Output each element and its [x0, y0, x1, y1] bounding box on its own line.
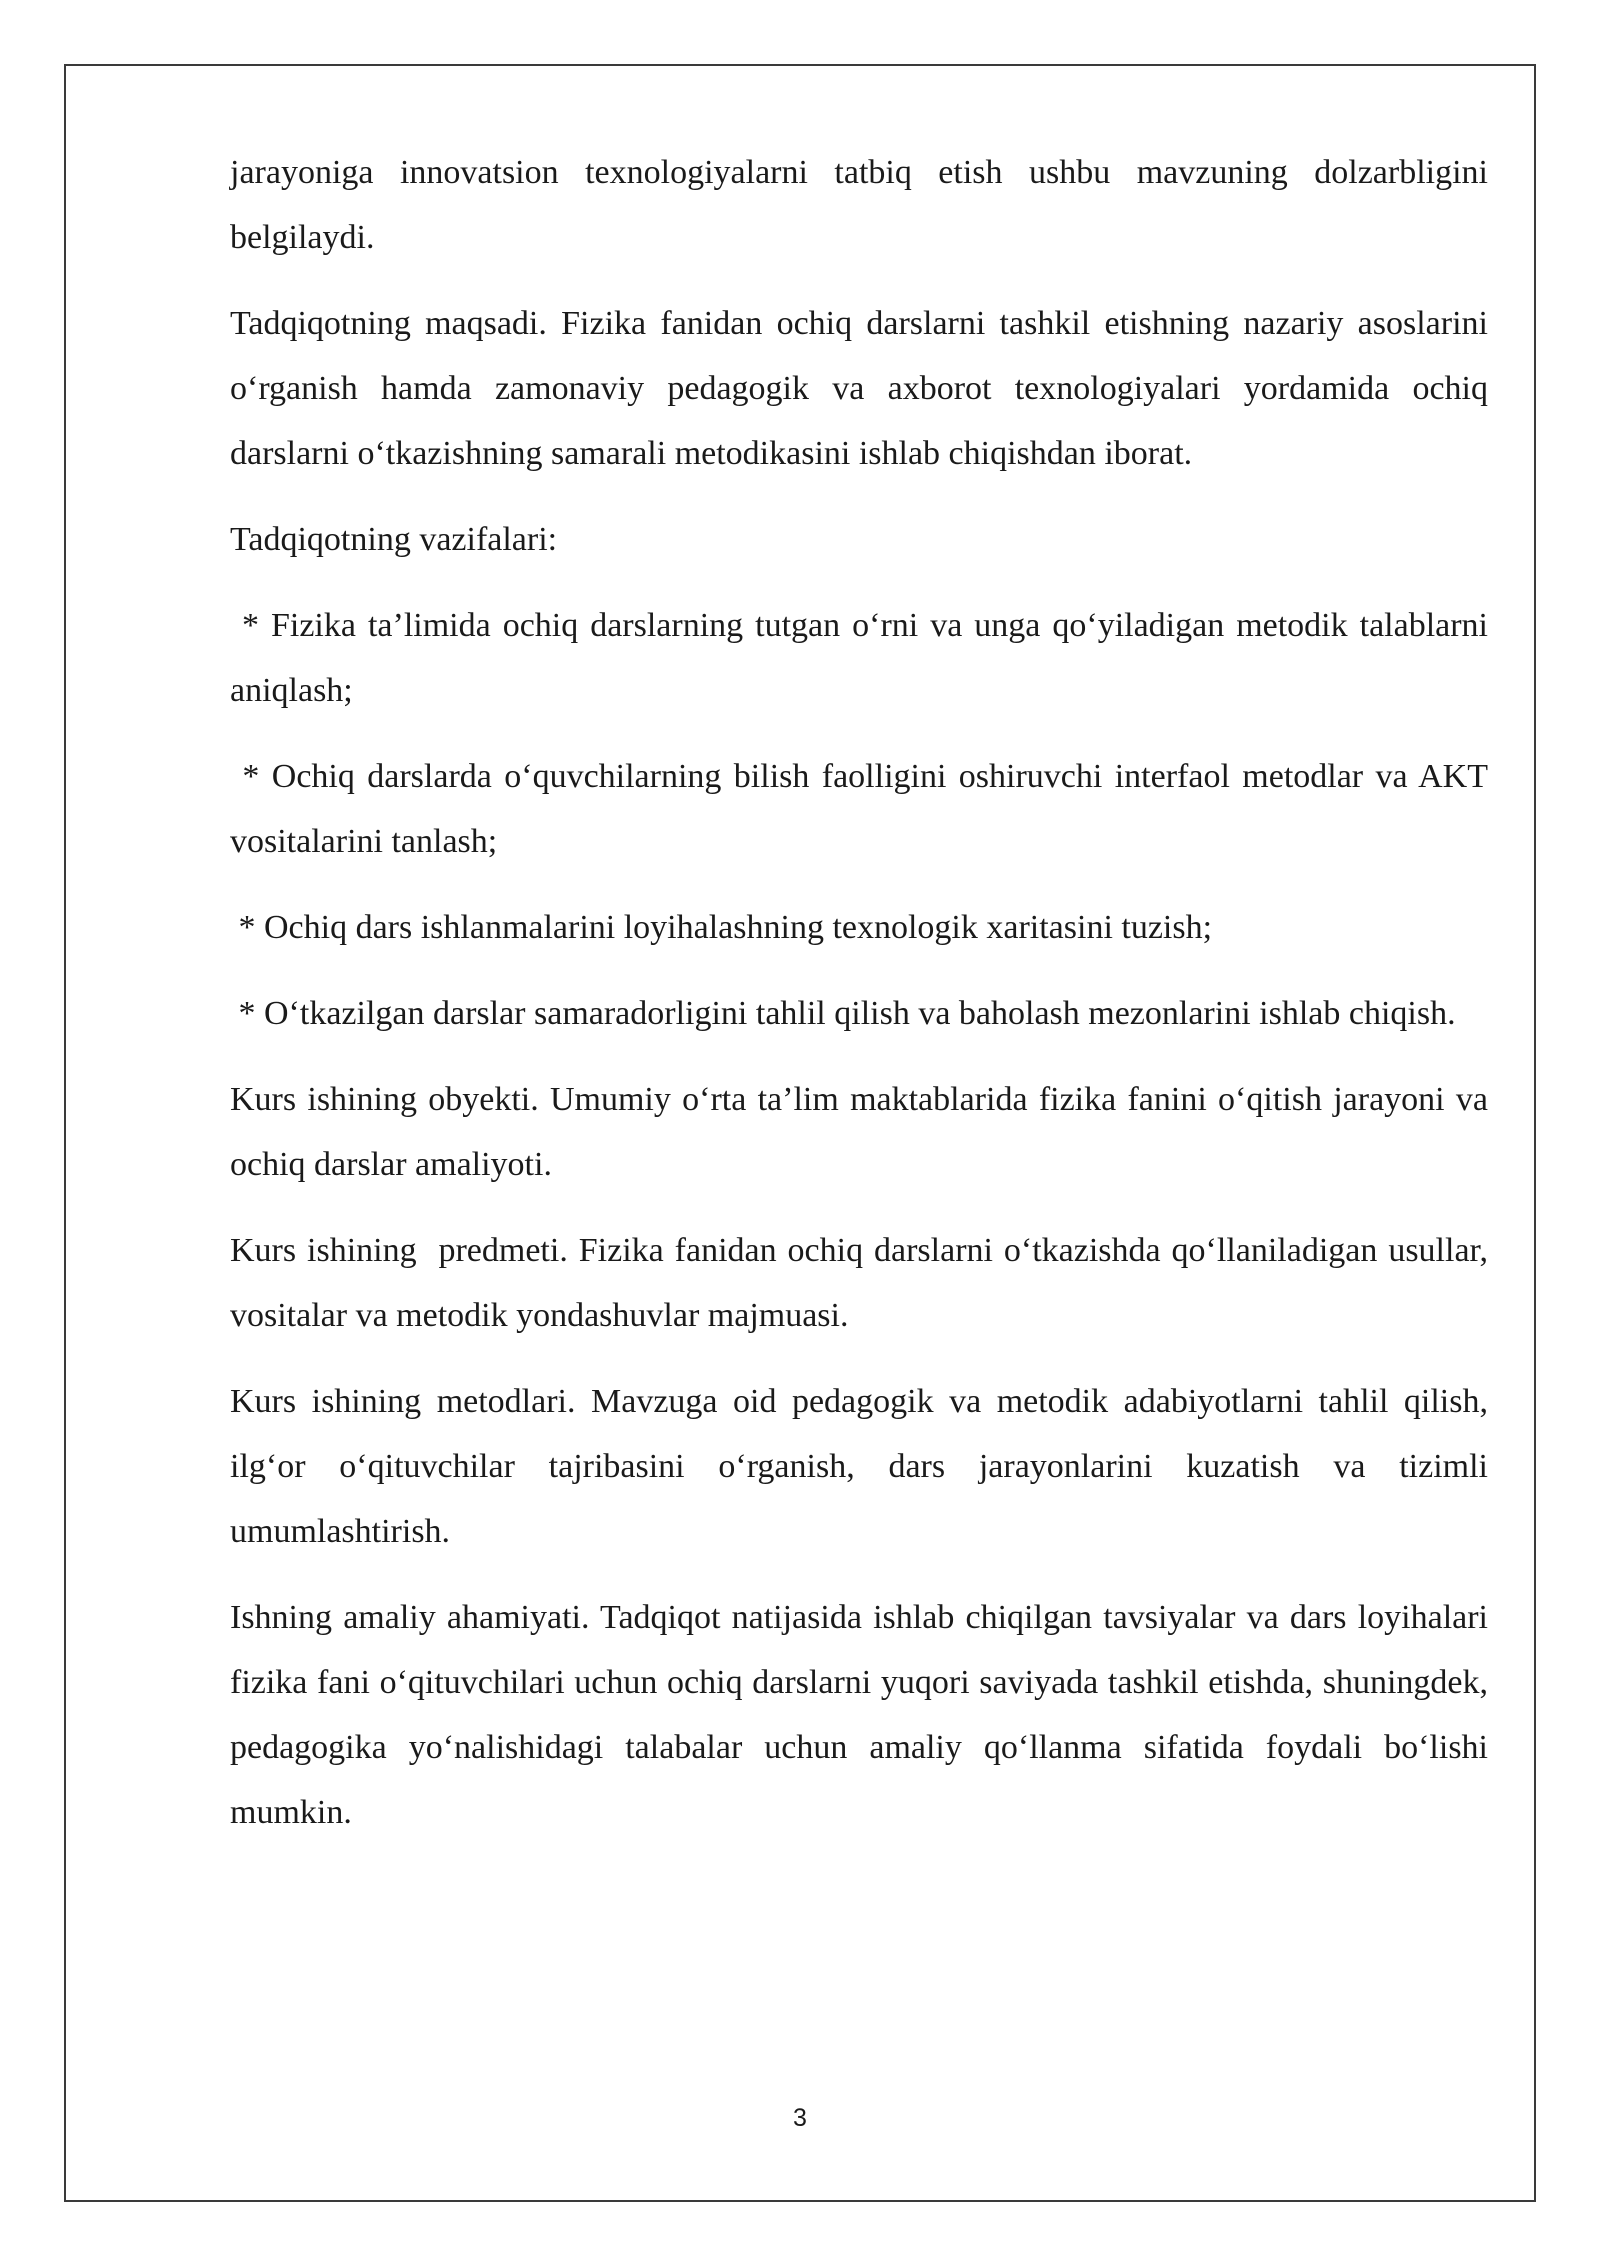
paragraph-methods: Kurs ishining metodlari. Mavzuga oid pedagogik va metodik adabiyotlarni tahlil qilish, ilg‘or o‘qituvchilar tajribasini o‘rganish, dars jarayonlarini kuzatish va tizimli umumlashtirish. — [230, 1383, 1488, 1550]
paragraph-practical-significance: Ishning amaliy ahamiyati. Tadqiqot natijasida ishlab chiqilgan tavsiyalar va dars loyihalari fizika fani o‘qituvchilari uchun ochiq darslarni yuqori saviyada tashkil etishda, shuningdek, pedagogika yo‘nalishidagi talabalar uchun amaliy qo‘llanma sifatida foydali bo‘lishi mumkin. — [230, 1599, 1488, 1831]
paragraph-object: Kurs ishining obyekti. Umumiy o‘rta ta’lim maktablarida fizika fanini o‘qitish jarayoni va ochiq darslar amaliyoti. — [230, 1081, 1488, 1183]
list-item-task-3: * Ochiq dars ishlanmalarini loyihalashning texnologik xaritasini tuzish; — [230, 909, 1213, 946]
paragraph-research-tasks-heading: Tadqiqotning vazifalari: — [230, 521, 558, 558]
paragraph-research-goal: Tadqiqotning maqsadi. Fizika fanidan ochiq darslarni tashkil etishning nazariy asoslarini o‘rganish hamda zamonaviy pedagogik va axborot texnologiyalari yordamida ochiq darslarni o‘tkazishning samarali metodikasini ishlab chiqishdan iborat. — [230, 305, 1488, 472]
document-body — [230, 140, 1497, 1866]
paragraph-continuation: jarayoniga innovatsion texnologiyalarni tatbiq etish ushbu mavzuning dolzarbligini belgilaydi. — [230, 154, 1488, 256]
list-item-task-2: * Ochiq darslarda o‘quvchilarning bilish faolligini oshiruvchi interfaol metodlar va AKT vositalarini tanlash; — [230, 758, 1497, 860]
paragraph-subject: Kurs ishining predmeti. Fizika fanidan ochiq darslarni o‘tkazishda qo‘llaniladigan usullar, vositalar va metodik yondashuvlar majmuasi. — [230, 1232, 1497, 1334]
list-item-task-1: * Fizika ta’limida ochiq darslarning tutgan o‘rni va unga qo‘yiladigan metodik talablarni aniqlash; — [230, 607, 1497, 709]
page-number: 3 — [793, 2104, 807, 2132]
list-item-task-4: * O‘tkazilgan darslar samaradorligini tahlil qilish va baholash mezonlarini ishlab chiqish. — [230, 995, 1456, 1032]
